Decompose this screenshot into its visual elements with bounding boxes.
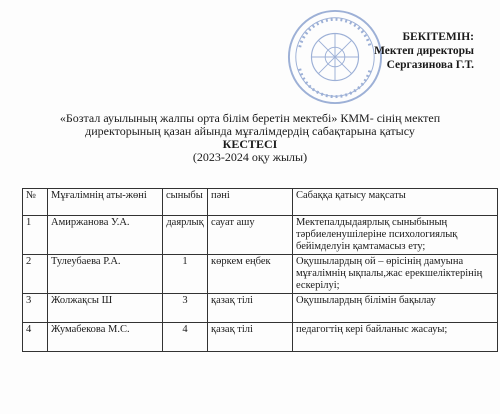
heading-line-2: директорының қазан айында мұғалімдердің сабақтарына қатысу — [85, 124, 415, 138]
cell-num: 2 — [23, 255, 48, 294]
academic-year: (2023-2024 оқу жылы) — [192, 150, 308, 164]
table-row — [23, 216, 498, 255]
cell-num: 3 — [23, 294, 48, 323]
cell-class: 3 — [163, 294, 208, 323]
cell-class: 4 — [163, 323, 208, 352]
approval-position: Мектеп директоры — [374, 45, 474, 57]
document-title: КЕСТЕСІ — [222, 137, 278, 151]
cell-subject: қазақ тілі — [208, 323, 293, 352]
cell-purpose: Мектепалдыдаярлық сыныбының тәрбиеленушілеріне психологиялық бейімделуін қамтамасыз ету; — [293, 216, 498, 255]
cell-subject: қазақ тілі — [208, 294, 293, 323]
header-class: сыныбы — [163, 189, 208, 216]
cell-purpose: Оқушылардың білімін бақылау — [293, 294, 498, 323]
cell-teacher-name: Амиржанова У.А. — [48, 216, 163, 255]
official-seal-icon — [286, 8, 384, 106]
approval-name: Сергазинова Г.Т. — [386, 59, 474, 71]
cell-subject: көркем еңбек — [208, 255, 293, 294]
header-purpose: Сабаққа қатысу мақсаты — [293, 189, 498, 216]
table-row — [23, 323, 498, 352]
header-subject: пәні — [208, 189, 293, 216]
cell-purpose: Оқушылардың ой – өрісінің дамуына мұғалімнің ықпалы,жас ерекшеліктерінің ескерілуі; — [293, 255, 498, 294]
document-heading — [10, 112, 490, 164]
cell-teacher-name: Жолжақсы Ш — [48, 294, 163, 323]
table-header-row — [23, 189, 498, 216]
header-num: № — [23, 189, 48, 216]
cell-class: 1 — [163, 255, 208, 294]
cell-teacher-name: Жумабекова М.С. — [48, 323, 163, 352]
table-row — [23, 294, 498, 323]
cell-num: 4 — [23, 323, 48, 352]
table-row — [23, 255, 498, 294]
approval-title: БЕКІТЕМІН: — [402, 31, 474, 43]
cell-class: даярлық — [163, 216, 208, 255]
cell-subject: сауат ашу — [208, 216, 293, 255]
header-teacher-name: Мұғалімнің аты-жөні — [48, 189, 163, 216]
cell-num: 1 — [23, 216, 48, 255]
approval-block — [374, 30, 474, 72]
schedule-table — [22, 188, 498, 352]
cell-teacher-name: Тулеубаева Р.А. — [48, 255, 163, 294]
cell-purpose: педагогтің кері байланыс жасауы; — [293, 323, 498, 352]
heading-line-1: «Бозтал ауылының жалпы орта білім беретін мектебі» КММ- сінің мектеп — [59, 111, 441, 125]
